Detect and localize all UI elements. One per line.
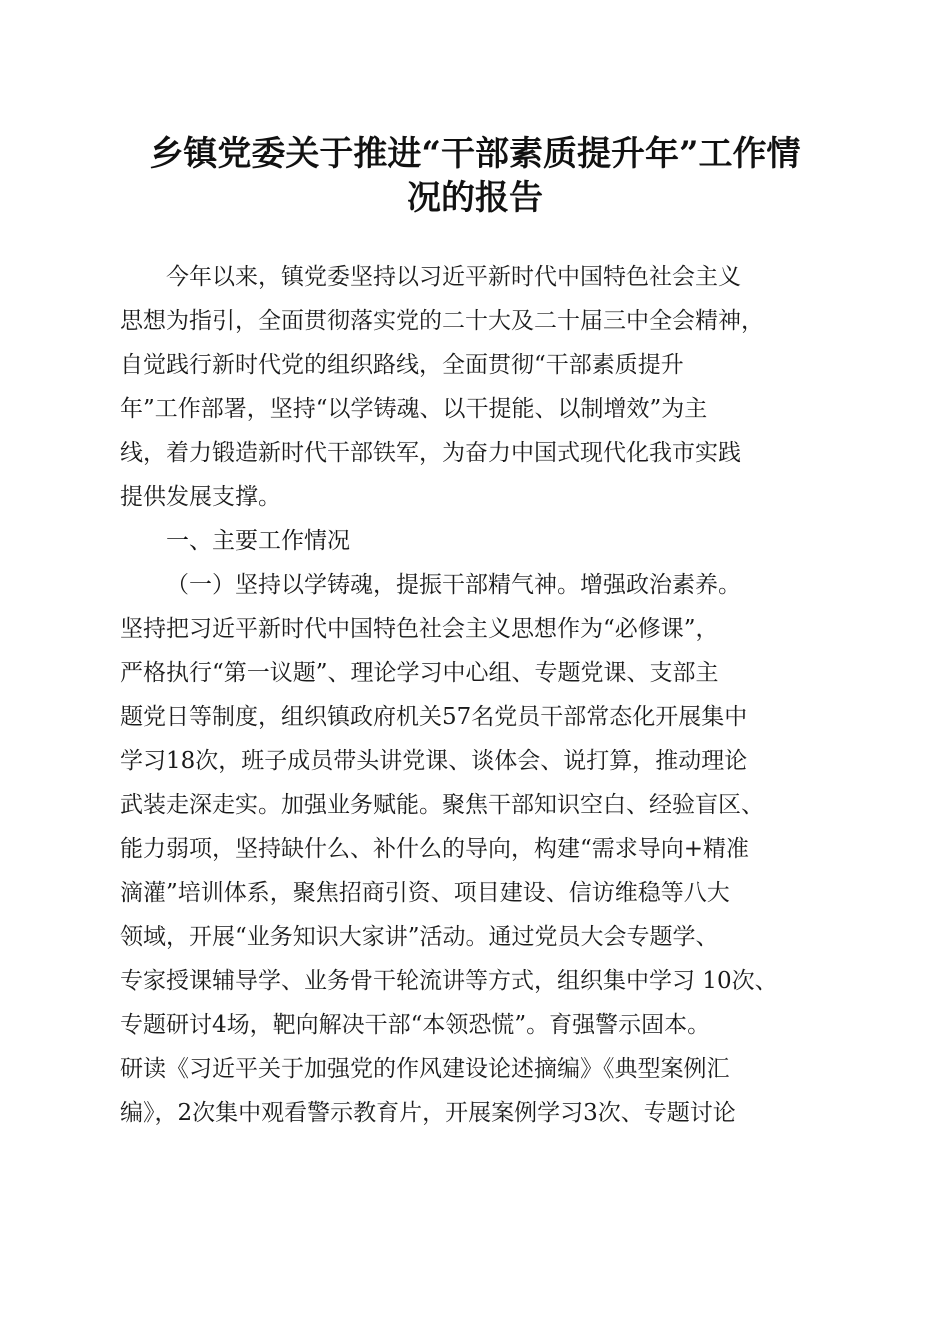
paragraph-line: 思想为指引，全面贯彻落实党的二十大及二十届三中全会精神， bbox=[120, 308, 764, 334]
paragraph-line: 今年以来，镇党委坚持以习近平新时代中国特色社会主义 bbox=[166, 264, 741, 290]
paragraph-line: 自觉践行新时代党的组织路线，全面贯彻“干部素质提升 bbox=[120, 352, 684, 378]
paragraph-line: 编》，2次集中观看警示教育片，开展案例学习3次、专题讨论 bbox=[120, 1100, 736, 1126]
paragraph-line: 专题研讨4场，靶向解决干部“本领恐慌”。育强警示固本。 bbox=[120, 1012, 711, 1038]
paragraph-line: 专家授课辅导学、业务骨干轮流讲等方式，组织集中学习 10次、 bbox=[120, 968, 778, 994]
paragraph-line: 年”工作部署，坚持“以学铸魂、以干提能、以制增效”为主 bbox=[120, 396, 708, 422]
paragraph-line: 能力弱项，坚持缺什么、补什么的导向，构建“需求导向+精准 bbox=[120, 836, 750, 862]
paragraph-line: 学习18次，班子成员带头讲党课、谈体会、说打算，推动理论 bbox=[120, 748, 748, 774]
paragraph-line: 提供发展支撑。 bbox=[120, 484, 281, 510]
document-body bbox=[120, 255, 832, 1135]
section-heading: 一、主要工作情况 bbox=[166, 528, 350, 554]
paragraph-line: 题党日等制度，组织镇政府机关57名党员干部常态化开展集中 bbox=[120, 704, 748, 730]
title-line: 况的报告 bbox=[407, 178, 543, 218]
paragraph-line: 滴灌”培训体系，聚焦招商引资、项目建设、信访维稳等八大 bbox=[120, 880, 730, 906]
paragraph-line: 坚持把习近平新时代中国特色社会主义思想作为“必修课”， bbox=[120, 616, 719, 642]
paragraph-line: 严格执行“第一议题”、理论学习中心组、专题党课、支部主 bbox=[120, 660, 719, 686]
paragraph-line: 领域，开展“业务知识大家讲”活动。通过党员大会专题学、 bbox=[120, 924, 719, 950]
paragraph-line: 研读《习近平关于加强党的作风建设论述摘编》《典型案例汇 bbox=[120, 1056, 730, 1082]
document-title bbox=[100, 132, 850, 220]
paragraph-line: （一）坚持以学铸魂，提振干部精气神。增强政治素养。 bbox=[166, 572, 741, 598]
paragraph-line: 线，着力锻造新时代干部铁军，为奋力中国式现代化我市实践 bbox=[120, 440, 741, 466]
title-line: 乡镇党委关于推进“干部素质提升年”工作情 bbox=[149, 134, 801, 174]
paragraph-line: 武装走深走实。加强业务赋能。聚焦干部知识空白、经验盲区、 bbox=[120, 792, 764, 818]
